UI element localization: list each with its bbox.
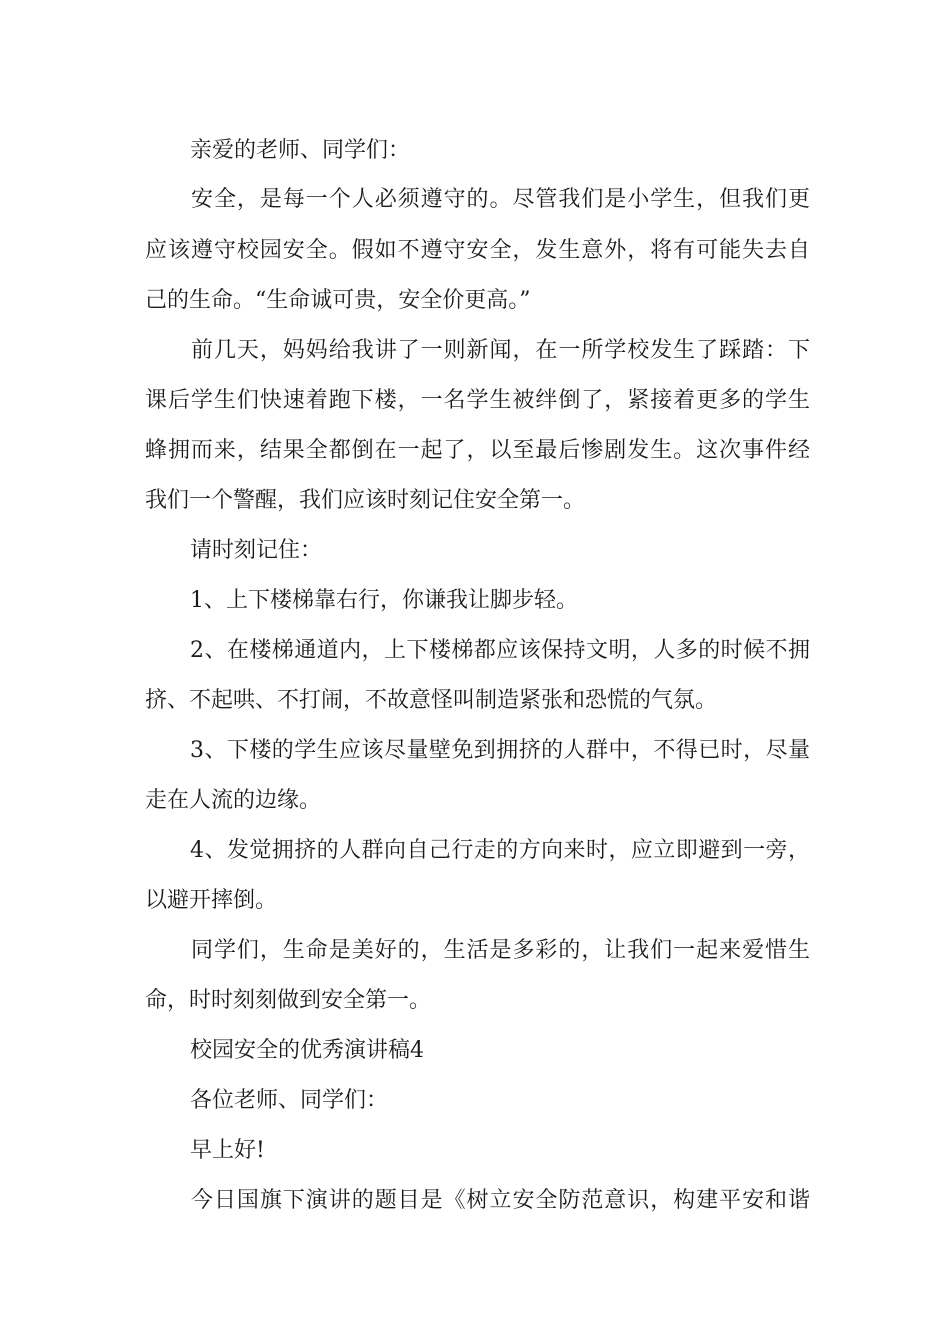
list-item: 3、下楼的学生应该尽量壁免到拥挤的人群中，不得已时，尽量 <box>190 738 810 763</box>
paragraph-line: 同学们，生命是美好的，生活是多彩的，让我们一起来爱惜生 <box>191 938 810 963</box>
list-item: 1、上下楼梯靠右行，你谦我让脚步轻。 <box>190 588 578 613</box>
list-item-continuation: 走在人流的边缘。 <box>145 788 322 813</box>
paragraph-line: 应该遵守校园安全。假如不遵守安全，发生意外，将有可能失去自 <box>145 238 810 263</box>
paragraph-line: 今日国旗下演讲的题目是《树立安全防范意识，构建平安和谐 <box>191 1188 810 1213</box>
salutation: 亲爱的老师、同学们： <box>190 138 411 163</box>
paragraph-line: 命，时时刻刻做到安全第一。 <box>145 988 432 1013</box>
paragraph-line: 我们一个警醒，我们应该时刻记住安全第一。 <box>145 488 586 513</box>
paragraph-line: 蜂拥而来，结果全都倒在一起了，以至最后惨剧发生。这次事件经 <box>145 438 810 463</box>
list-item-continuation: 挤、不起哄、不打闹，不故意怪叫制造紧张和恐慌的气氛。 <box>145 688 718 713</box>
salutation: 各位老师、同学们： <box>190 1088 389 1113</box>
paragraph-line: 己的生命。“生命诚可贵，安全价更高。” <box>145 288 531 313</box>
list-item-continuation: 以避开摔倒。 <box>145 888 278 913</box>
paragraph-line: 请时刻记住： <box>190 538 323 563</box>
greeting: 早上好! <box>190 1138 265 1163</box>
paragraph-line: 课后学生们快速着跑下楼，一名学生被绊倒了，紧接着更多的学生 <box>145 388 810 413</box>
paragraph-line: 前几天，妈妈给我讲了一则新闻，在一所学校发生了踩踏：下 <box>191 338 810 363</box>
list-item: 2、在楼梯通道内，上下楼梯都应该保持文明，人多的时候不拥 <box>190 638 810 663</box>
section-title: 校园安全的优秀演讲稿4 <box>190 1038 424 1063</box>
list-item: 4、发觉拥挤的人群向自己行走的方向来时，应立即避到一旁， <box>190 838 810 863</box>
paragraph-line: 安全，是每一个人必须遵守的。尽管我们是小学生，但我们更 <box>191 187 810 212</box>
